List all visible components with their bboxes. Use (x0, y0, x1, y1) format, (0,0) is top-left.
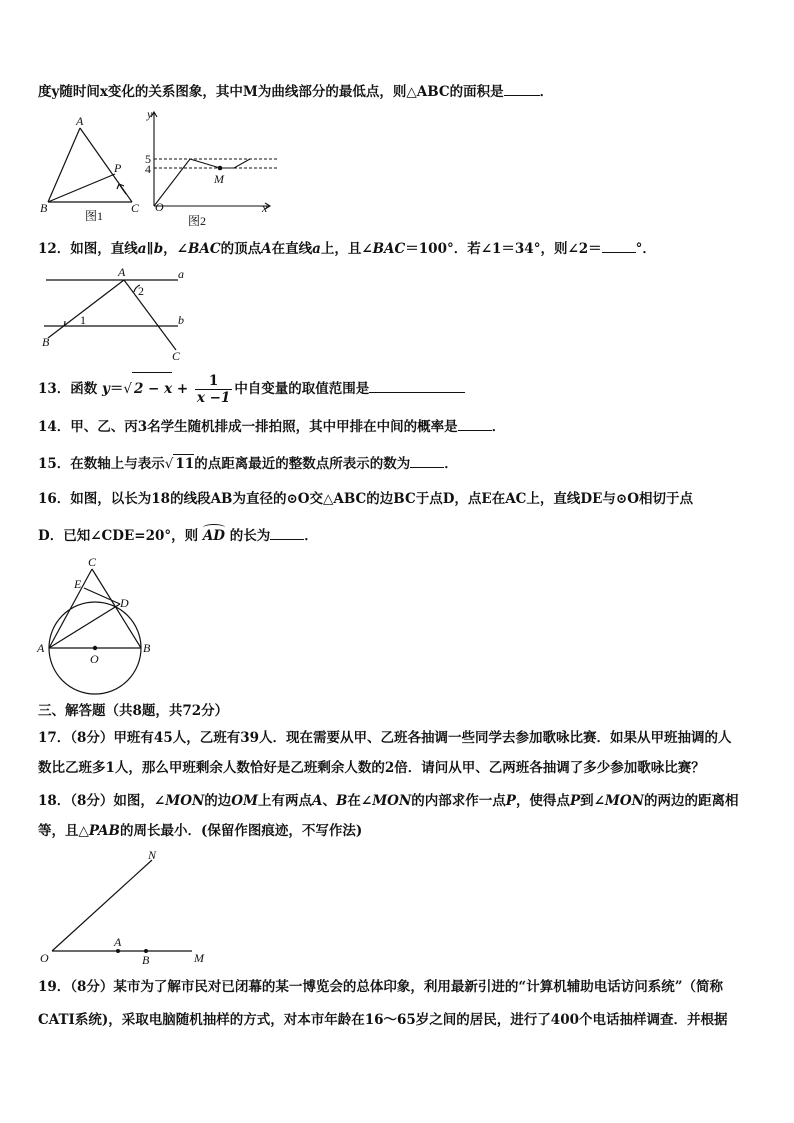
q11-text-main: 度y随时间x变化的关系图象，其中M为曲线部分的最低点，则△ABC的面积是 (38, 84, 504, 100)
q12-a: a (312, 241, 321, 257)
figure-16 (34, 555, 164, 700)
q18-om: OM (231, 793, 259, 809)
q18-mon3: MON (604, 793, 644, 809)
fig16-label-B: B (143, 641, 151, 655)
q12-number: 12． (38, 241, 71, 257)
q16-line2b: 的长为 (229, 528, 271, 544)
fig18-lines (52, 860, 192, 951)
fig16-label-A: A (37, 641, 45, 655)
q12-t4: 在直线 (271, 241, 313, 257)
fig12-label-C: C (172, 349, 181, 363)
q18-t3: 上有两点 (258, 793, 313, 809)
q18-pab: PAB (88, 823, 120, 839)
fig16-label-O: O (90, 652, 99, 666)
q12-t3: 的顶点 (220, 241, 262, 257)
q18-t5: 的内部求作一点 (411, 793, 506, 809)
q18-comma: 、 (322, 793, 336, 809)
section-3-title-text: 三、解答题（共8题，共72分） (38, 703, 229, 719)
q13-text: 13．函数 y＝√ 2 − x + $\frac{1}{x -1}$ 中自变量的取值范围是 (38, 372, 465, 406)
q18-t4: 在∠ (347, 793, 373, 809)
q13-tail: 中自变量的取值范围是 (234, 381, 370, 397)
q14-main: 14．甲、乙、丙3名学生随机排成一排拍照，其中甲排在中间的概率是 (38, 419, 458, 435)
q18-t10: 的周长最小．(保留作图痕迹，不写作法) (119, 823, 363, 839)
fig11-label-O: O (155, 200, 164, 214)
fig11-label-C: C (131, 201, 140, 215)
figure-12 (38, 264, 198, 364)
q18-mon2: MON (372, 793, 412, 809)
fig12-label-2: 2 (138, 284, 144, 298)
q17-line1 (38, 729, 732, 747)
q16-line2 (38, 526, 318, 545)
q19-line1-text: 19．（8分）某市为了解市民对已闭幕的某一博览会的总体印象，利用最新引进的“计算机辅助电话访问系统”（简称 (38, 979, 723, 995)
q16-line2a: D．已知∠CDE=20°，则 (38, 528, 199, 544)
fig11-label-B: B (40, 201, 48, 215)
q12-t5: 上，且∠ (320, 241, 373, 257)
q18-t7: 到∠ (580, 793, 605, 809)
arc-mark-icon (203, 524, 225, 531)
q12-A: A (261, 241, 272, 257)
q18-A: A (312, 793, 323, 809)
q14-text (38, 417, 505, 436)
fig11-caption-1: 图1 (85, 209, 104, 223)
q18-t8: 的两边的距离相 (643, 793, 739, 809)
q16-end: ． (304, 528, 318, 544)
fig16-center-O (93, 646, 97, 650)
q18-line2 (38, 822, 362, 840)
q13-fraction (195, 373, 232, 406)
fig12-label-a: a (178, 267, 184, 281)
q17-line1-text: 17．（8分）甲班有45人，乙班有39人．现在需要从甲、乙班各抽调一些同学去参加歌咏比赛．如果从甲班抽调的人 (38, 730, 732, 746)
q14-end: ． (491, 419, 506, 435)
q13-plus: + (176, 381, 189, 397)
fig11-label-M: M (214, 172, 224, 186)
q19-line1 (38, 978, 723, 996)
q18-t1: 18．（8分）如图，∠ (38, 793, 166, 809)
fig11-label-5: 5 (145, 152, 151, 166)
fig11-caption-2: 图2 (188, 214, 207, 228)
q12-t6: ＝100°．若∠1＝34°，则∠2＝ (405, 241, 602, 257)
q18-P: P (505, 793, 516, 809)
q19-line2 (38, 1011, 727, 1029)
q12-t1: 如图，直线 (70, 241, 138, 257)
q14-answer-blank[interactable] (458, 417, 492, 431)
q18-mon: MON (165, 793, 205, 809)
fig18-label-A: A (114, 935, 122, 949)
fig12-label-B: B (42, 335, 50, 349)
fig11-label-A: A (76, 114, 84, 128)
q13-eq: ＝ (109, 381, 124, 397)
q12-answer-blank[interactable] (602, 239, 636, 253)
q16-arc-label: AD (202, 528, 225, 544)
q17-line2 (38, 759, 705, 777)
q19-line2-text: CATI系统)，采取电脑随机抽样的方式，对本市年龄在16～65岁之间的居民，进行了400个电话抽样调查．并根据 (38, 1012, 728, 1028)
fig16-label-C: C (88, 555, 97, 569)
q13-answer-blank[interactable] (369, 379, 465, 393)
q16-arc (203, 527, 225, 545)
q18-P2: P (569, 793, 581, 809)
q18-t6: ，使得点 (515, 793, 570, 809)
fig11-point-M (218, 166, 223, 171)
q15-end: ． (444, 456, 458, 472)
fig11-label-y: y (147, 107, 153, 121)
q11-answer-blank[interactable] (504, 82, 540, 96)
figure-11 (38, 108, 288, 230)
q15-answer-blank[interactable] (410, 454, 444, 468)
fig18-label-N: N (148, 848, 157, 862)
fig12-label-A: A (118, 265, 126, 279)
q12-ab: a∥b (137, 241, 164, 257)
q13-frac-den: x −1 (196, 390, 231, 406)
fig11-label-P: P (114, 161, 122, 175)
fig18-label-O: O (40, 951, 49, 965)
fig11-label-x: x (262, 201, 268, 215)
q16-line1 (38, 490, 693, 508)
q11-end: ． (539, 84, 554, 100)
q15-text: 15．在数轴上与表示√ 11的点距离最近的整数点所表示的数为 ． (38, 456, 458, 472)
fig18-label-M: M (194, 951, 204, 965)
fig12-label-b: b (178, 313, 184, 327)
fig12-lines (44, 280, 178, 350)
q15-t1: 15．在数轴上与表示 (38, 456, 165, 472)
q17-line2-text: 数比乙班多1人，那么甲班剩余人数恰好是乙班剩余人数的2倍．请问从甲、乙两班各抽调了多少参加歌咏比赛？ (38, 760, 705, 776)
q16-answer-blank[interactable] (270, 526, 304, 540)
fig16-label-E: E (74, 577, 82, 591)
q18-B: B (336, 793, 348, 809)
section-3-title (38, 702, 228, 720)
q12-end: °． (635, 241, 656, 257)
fig12-label-1: 1 (80, 313, 86, 327)
q11-text (38, 82, 553, 101)
fig18-point-A (116, 949, 120, 953)
fig11-label-4: 4 (145, 162, 151, 176)
q15-sqrt-body: 11 (175, 456, 195, 472)
q12-t2: ，∠ (163, 241, 188, 257)
fig16-lines (49, 569, 141, 694)
q18-t9: 等，且△ (38, 823, 89, 839)
q13-y: y (102, 381, 110, 397)
q12-text (38, 239, 656, 258)
q18-line1 (38, 792, 738, 810)
q16-line1-text: 16．如图，以长为18的线段AB为直径的⊙O交△ABC的边BC于点D，点E在AC上，直线DE与⊙O相切于点 (38, 491, 693, 507)
q15-t2: 的点距离最近的整数点所表示的数为 (194, 456, 411, 472)
figure-18 (40, 846, 220, 968)
q12-bac2: BAC (372, 241, 406, 257)
fig18-label-B: B (142, 953, 150, 967)
fig16-label-D: D (120, 596, 129, 610)
q13-frac-num: 1 (195, 373, 232, 390)
q13-number: 13．函数 (38, 381, 98, 397)
q12-bac: BAC (187, 241, 221, 257)
q18-t2: 的边 (204, 793, 232, 809)
q13-sqrt-body: 2 − x (132, 372, 172, 405)
fig11-graph (151, 112, 278, 209)
